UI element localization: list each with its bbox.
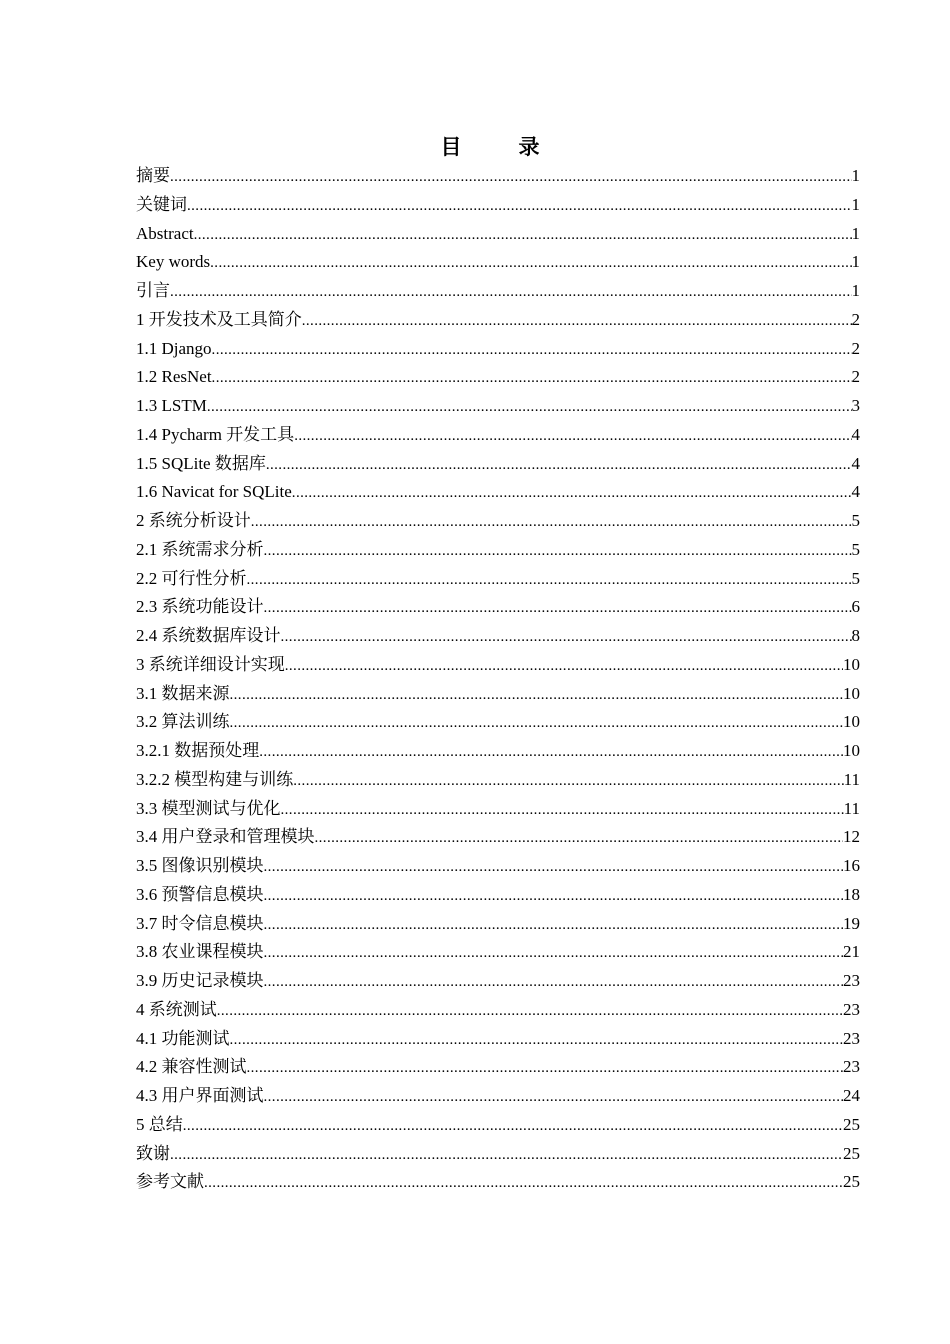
toc-entry[interactable] <box>136 1168 860 1197</box>
toc-entry[interactable] <box>136 450 860 479</box>
toc-entry-label: 2 系统分析设计 <box>136 511 251 530</box>
toc-dot-leader <box>294 422 851 451</box>
toc-entry-page: 10 <box>843 683 860 703</box>
toc-entry[interactable] <box>136 220 860 249</box>
toc-entry-page: 1 <box>851 223 860 243</box>
toc-entry-label: 参考文献 <box>136 1172 204 1192</box>
toc-entry[interactable] <box>136 823 860 852</box>
toc-dot-leader <box>194 221 852 250</box>
toc-dot-leader <box>204 1169 843 1198</box>
toc-dot-leader <box>266 451 852 480</box>
toc-entry-page: 8 <box>851 626 860 645</box>
toc-entry-page: 24 <box>843 1086 860 1105</box>
toc-entry-page: 2 <box>851 338 860 358</box>
toc-entry[interactable] <box>136 363 860 392</box>
page-title: 目 录 <box>440 135 558 159</box>
toc-entry-label: 4.2 兼容性测试 <box>136 1057 247 1077</box>
toc-dot-leader <box>187 192 852 221</box>
toc-entry-label: 3.7 时令信息模块 <box>136 913 264 933</box>
toc-dot-leader <box>292 479 852 508</box>
toc-dot-leader <box>210 249 851 278</box>
toc-dot-leader <box>264 911 844 940</box>
toc-dot-leader <box>293 767 843 796</box>
toc-entry-label: 3.3 模型测试与优化 <box>136 798 281 818</box>
toc-entry-page: 2 <box>851 309 860 329</box>
toc-entry-page: 1 <box>851 194 860 214</box>
toc-entry[interactable] <box>136 1053 860 1082</box>
toc-entry-label: 1.4 Pycharm 开发工具 <box>136 424 295 444</box>
toc-dot-leader <box>264 1083 844 1112</box>
toc-dot-leader <box>285 652 843 681</box>
toc-dot-leader <box>315 824 844 853</box>
toc-entry[interactable] <box>136 1140 860 1169</box>
toc-entry[interactable] <box>136 306 860 335</box>
toc-dot-leader <box>217 997 843 1026</box>
toc-dot-leader <box>212 336 852 365</box>
toc-entry-label: 关键词 <box>136 194 187 214</box>
toc-entry[interactable] <box>136 680 860 709</box>
toc-entry-page: 4 <box>851 453 860 473</box>
toc-entry-label: 1.3 LSTM <box>136 396 207 415</box>
table-of-contents <box>136 162 860 1197</box>
toc-dot-leader <box>212 364 852 393</box>
toc-dot-leader <box>264 968 844 997</box>
toc-entry[interactable] <box>136 478 860 507</box>
toc-entry[interactable] <box>136 392 860 421</box>
toc-entry[interactable] <box>136 996 860 1025</box>
toc-entry-label: 3.8 农业课程模块 <box>136 942 264 962</box>
toc-entry-label: 1.1 Django <box>136 338 212 358</box>
toc-entry-label: 引言 <box>136 281 170 300</box>
toc-entry-label: 3.2 算法训练 <box>136 712 230 732</box>
toc-entry-page: 5 <box>851 568 860 588</box>
toc-entry[interactable] <box>136 421 860 450</box>
toc-entry-label: Key words <box>136 252 211 272</box>
toc-entry-label: 致谢 <box>136 1143 170 1163</box>
toc-entry[interactable] <box>136 766 860 795</box>
toc-entry-page: 4 <box>851 482 860 502</box>
toc-entry[interactable] <box>136 938 860 967</box>
toc-entry-label: 1.5 SQLite 数据库 <box>136 453 266 473</box>
toc-entry[interactable] <box>136 881 860 910</box>
toc-entry-page: 16 <box>843 856 860 875</box>
toc-entry[interactable] <box>136 1082 860 1111</box>
toc-entry-label: 4 系统测试 <box>136 999 217 1019</box>
toc-dot-leader <box>259 738 843 767</box>
toc-entry[interactable] <box>136 708 860 737</box>
toc-entry-page: 1 <box>851 252 860 272</box>
toc-entry-page: 23 <box>843 999 860 1019</box>
toc-entry-page: 23 <box>843 1057 860 1077</box>
toc-dot-leader <box>170 163 852 192</box>
toc-entry-page: 25 <box>843 1172 860 1192</box>
toc-entry[interactable] <box>136 910 860 939</box>
toc-entry[interactable] <box>136 1025 860 1054</box>
toc-entry-page: 10 <box>843 654 860 674</box>
toc-entry[interactable] <box>136 593 860 622</box>
toc-entry[interactable] <box>136 507 860 536</box>
toc-entry-label: Abstract <box>136 223 194 243</box>
toc-entry[interactable] <box>136 536 860 565</box>
toc-entry-page: 12 <box>843 827 860 847</box>
toc-entry-label: 4.1 功能测试 <box>136 1028 230 1048</box>
toc-dot-leader <box>247 1054 844 1083</box>
toc-entry-label: 3.1 数据来源 <box>136 683 230 703</box>
toc-dot-leader <box>264 882 844 911</box>
toc-entry[interactable] <box>136 852 860 881</box>
toc-entry-label: 2.2 可行性分析 <box>136 568 247 588</box>
toc-dot-leader <box>247 566 852 595</box>
toc-dot-leader <box>170 1141 843 1170</box>
toc-entry-label: 5 总结 <box>136 1114 183 1134</box>
toc-entry-page: 10 <box>843 741 860 760</box>
toc-dot-leader <box>251 508 852 537</box>
toc-dot-leader <box>302 307 852 336</box>
toc-entry[interactable] <box>136 795 860 824</box>
toc-entry-label: 3.2.1 数据预处理 <box>136 741 260 760</box>
toc-dot-leader <box>281 796 844 825</box>
toc-entry-label: 3.2.2 模型构建与训练 <box>136 769 294 789</box>
toc-entry[interactable] <box>136 622 860 651</box>
toc-entry[interactable] <box>136 335 860 364</box>
toc-entry-label: 2.1 系统需求分析 <box>136 539 264 559</box>
toc-entry[interactable] <box>136 967 860 996</box>
toc-entry-label: 1.6 Navicat for SQLite <box>136 482 292 502</box>
toc-entry-page: 6 <box>851 597 860 617</box>
toc-entry-page: 23 <box>843 971 860 990</box>
toc-entry-page: 1 <box>851 166 860 185</box>
toc-dot-leader <box>170 278 852 307</box>
toc-entry[interactable] <box>136 737 860 766</box>
toc-dot-leader <box>264 594 852 623</box>
toc-entry[interactable] <box>136 651 860 680</box>
toc-entry[interactable] <box>136 1111 860 1140</box>
toc-entry-label: 1 开发技术及工具简介 <box>136 309 302 329</box>
toc-entry-label: 1.2 ResNet <box>136 367 212 387</box>
toc-entry-page: 11 <box>843 769 860 789</box>
toc-entry[interactable] <box>136 191 860 220</box>
toc-entry-label: 摘要 <box>136 166 170 185</box>
toc-entry[interactable] <box>136 162 860 191</box>
toc-entry-page: 10 <box>843 712 860 732</box>
toc-entry-label: 3.5 图像识别模块 <box>136 856 264 875</box>
toc-entry-page: 19 <box>843 913 860 933</box>
toc-entry-label: 4.3 用户界面测试 <box>136 1086 264 1105</box>
toc-dot-leader <box>230 681 844 710</box>
toc-dot-leader <box>230 709 844 738</box>
toc-dot-leader <box>207 393 852 422</box>
toc-entry[interactable] <box>136 277 860 306</box>
toc-entry-label: 2.4 系统数据库设计 <box>136 626 281 645</box>
toc-dot-leader <box>264 537 852 566</box>
toc-entry-page: 2 <box>851 367 860 387</box>
toc-entry-page: 11 <box>843 798 860 818</box>
toc-dot-leader <box>183 1112 843 1141</box>
toc-entry[interactable] <box>136 248 860 277</box>
toc-dot-leader <box>264 853 844 882</box>
toc-entry-page: 3 <box>851 396 860 415</box>
toc-entry-page: 25 <box>843 1143 860 1163</box>
toc-entry-label: 3 系统详细设计实现 <box>136 654 285 674</box>
toc-entry-label: 3.9 历史记录模块 <box>136 971 264 990</box>
toc-entry-page: 5 <box>851 511 860 530</box>
toc-entry-page: 18 <box>843 884 860 904</box>
toc-entry-label: 2.3 系统功能设计 <box>136 597 264 617</box>
toc-entry-page: 4 <box>851 424 860 444</box>
toc-entry-page: 1 <box>851 281 860 300</box>
toc-dot-leader <box>230 1026 844 1055</box>
toc-entry-label: 3.4 用户登录和管理模块 <box>136 827 315 847</box>
toc-entry-page: 23 <box>843 1028 860 1048</box>
toc-dot-leader <box>281 623 852 652</box>
toc-entry-page: 21 <box>843 942 860 962</box>
toc-entry-page: 25 <box>843 1114 860 1134</box>
toc-dot-leader <box>264 939 844 968</box>
toc-entry-label: 3.6 预警信息模块 <box>136 884 264 904</box>
toc-entry-page: 5 <box>851 539 860 559</box>
toc-entry[interactable] <box>136 565 860 594</box>
